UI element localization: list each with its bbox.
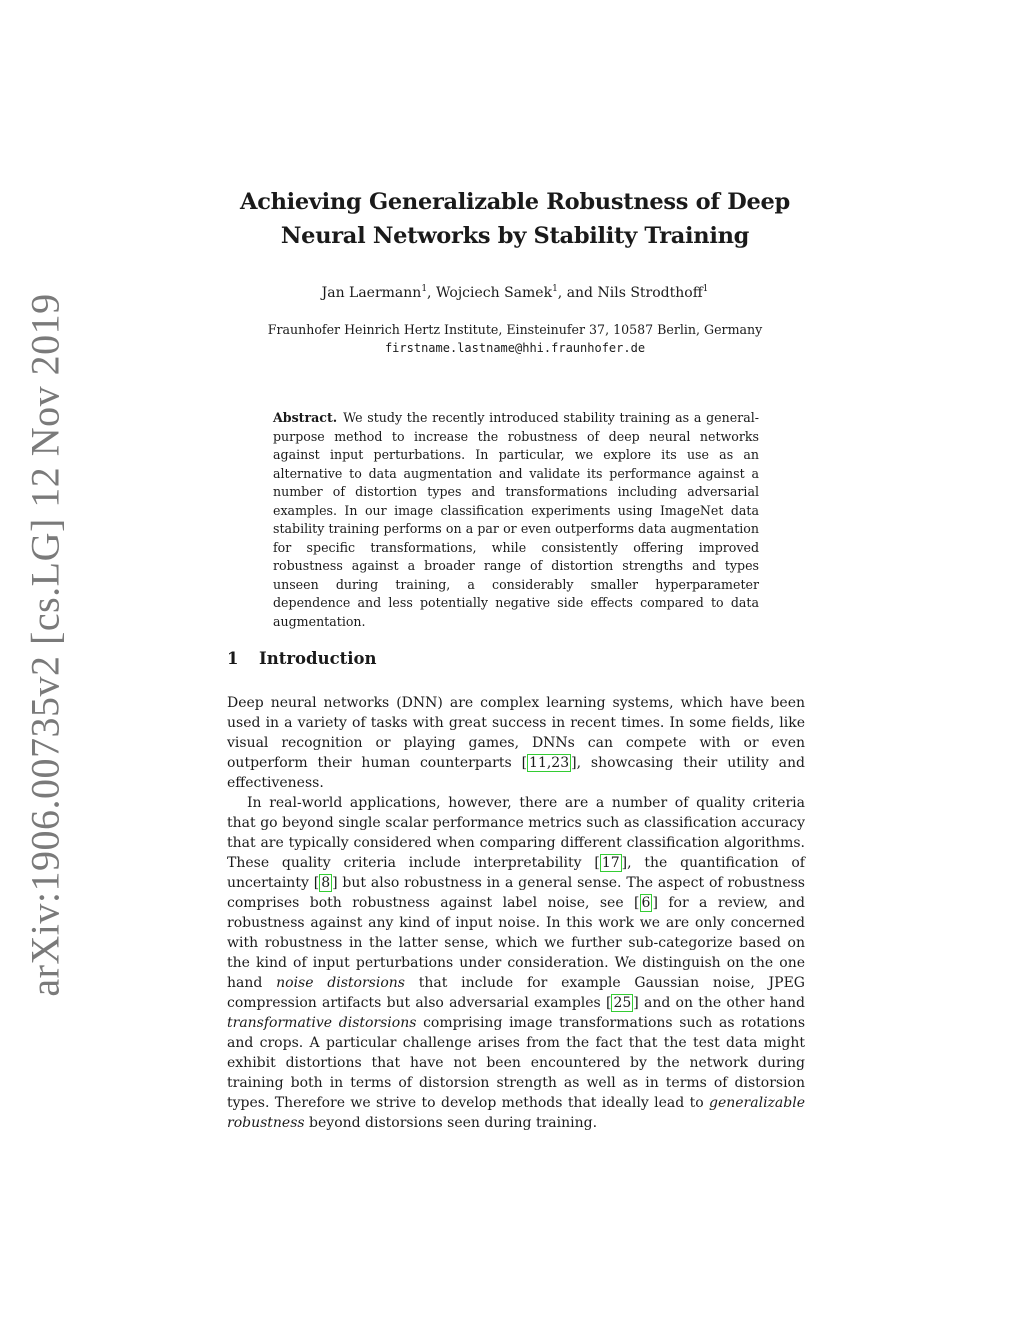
- citation-link[interactable]: 6: [641, 895, 651, 911]
- contact-email: firstname.lastname@hhi.fraunhofer.de: [384, 341, 646, 355]
- author-1-affiliation-mark: 1: [421, 284, 428, 294]
- citation-link[interactable]: 25: [613, 995, 632, 1011]
- author-2-affiliation-mark: 1: [552, 284, 558, 294]
- author-3: Nils Strodthoff: [597, 285, 703, 301]
- citation-link[interactable]: 17: [601, 855, 620, 871]
- emphasis-generalizable-robustness: generalizable robustness: [227, 1095, 805, 1131]
- abstract: [273, 409, 759, 631]
- citation-link[interactable]: 8: [321, 875, 331, 891]
- abstract-label: Abstract.: [273, 410, 338, 425]
- author-1: Jan Laermann: [321, 285, 422, 301]
- title-line-1: Achieving Generalizable Robustness of Deep: [240, 189, 790, 215]
- affiliation-text: Fraunhofer Heinrich Hertz Institute, Einsteinufer 37, 10587 Berlin, Germany: [267, 322, 763, 337]
- section-heading-introduction: [227, 648, 377, 670]
- paragraph-2: In real-world applications, however, there are a number of quality criteria that go beyond single scalar performance metrics such as classification accuracy that are typically considered when comparing different classification algorithms. These quality criteria include interpretability [ 17 ], the quantification of uncertainty [ 8 ] but also robustness in a general sense. The aspect of robustness comprises both robustness against label noise, see [ 6 ] for a review, and robustness against any kind of input noise. In this work we are only concerned with robustness in the latter sense, which we further sub-categorize based on the kind of input perturbations under consideration. We distinguish on the one hand noise distorsions that include for example Gaussian noise, JPEG compression artifacts but also adversarial examples [ 25 ] and on the other hand transformative distorsions comprising image transformations such as rotations and crops. A particular challenge arises from the fact that the test data might exhibit distortions that have not been encountered by the network during training both in terms of distorsion strength as well as in terms of distorsion types. Therefore we strive to develop methods that ideally lead to generalizable robustness beyond distorsions seen during training.: [227, 795, 806, 1131]
- paragraph-1: Deep neural networks (DNN) are complex learning systems, which have been used in a variety of tasks with great success in recent times. In some fields, like visual recognition or playing games, DNNs can compete with or even outperform their human counterparts [ 11,23 ], showcasing their utility and effectiveness.: [227, 695, 805, 791]
- abstract-text: We study the recently introduced stability training as a general-purpose method to increase the robustness of deep neural networks against input perturbations. In particular, we explore its use as an alternative to data augmentation and validate its performance against a number of distortion types and transformations including adversarial examples. In our image classification experiments using ImageNet data stability training performs on a par or even outperforms data augmentation for specific transformations, while consistently offering improved robustness against a broader range of distortion strengths and types unseen during training, a considerably smaller hyperparameter dependence and less potentially negative side effects compared to data augmentation.: [273, 410, 759, 629]
- section-title: Introduction: [259, 649, 377, 668]
- emphasis-transformative-distorsions: transformative distorsions: [227, 1015, 417, 1031]
- author-3-affiliation-mark: 1: [702, 284, 709, 294]
- author-list: Jan Laermann$^1$, Wojciech Samek$^1$, and Nils Strodthoff$^1$: [321, 284, 709, 301]
- section-number: 1: [227, 649, 239, 668]
- author-2: Wojciech Samek: [435, 285, 553, 301]
- affiliation-block: [220, 320, 810, 358]
- title-line-2: Neural Networks by Stability Training: [280, 223, 750, 249]
- arxiv-identifier-stamp: arXiv:1906.00735v2 [cs.LG] 12 Nov 2019: [22, 293, 68, 997]
- paper-title: [220, 185, 810, 253]
- emphasis-noise-distorsions: noise distorsions: [276, 975, 405, 991]
- citation-link[interactable]: 11,23: [529, 755, 570, 771]
- introduction-body: [227, 693, 805, 1133]
